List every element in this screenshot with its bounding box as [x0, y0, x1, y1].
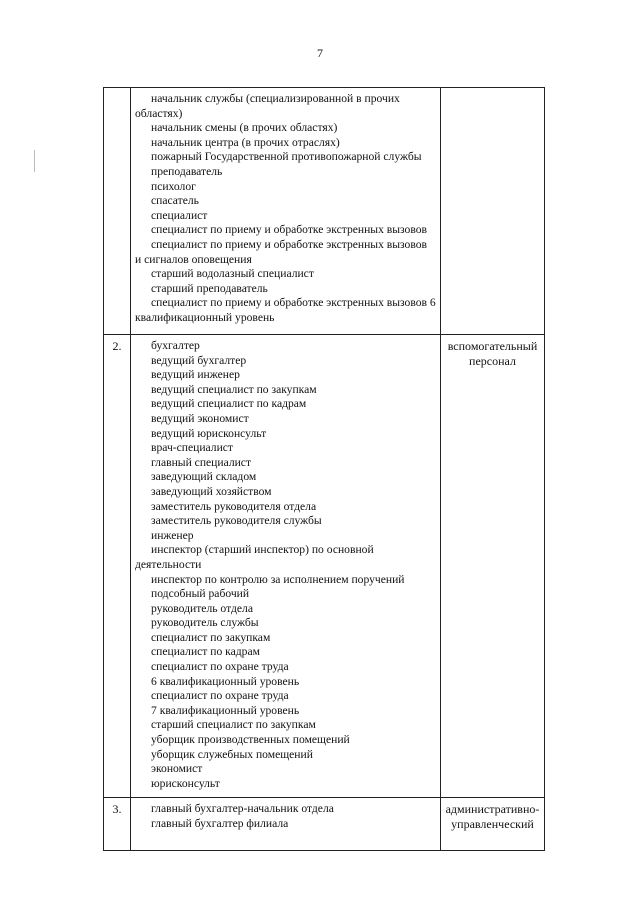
position-item: инженер — [151, 528, 194, 542]
position-item: бухгалтер — [151, 339, 200, 352]
category-cell: административно-управленческий — [441, 798, 545, 851]
row-number — [104, 88, 131, 335]
position-item: специалист по приему и обработке экстренных вызовов и сигналов оповещения — [135, 237, 428, 266]
positions-list — [131, 798, 440, 833]
position-item: специалист по охране труда — [151, 689, 289, 703]
position-item: специалист по кадрам — [151, 645, 260, 659]
margin-mark — [34, 150, 35, 172]
category-cell — [441, 88, 545, 335]
position-item: преподаватель — [151, 164, 223, 178]
position-item: врач-специалист — [151, 441, 233, 455]
position-item: старший преподаватель — [151, 281, 268, 295]
position-item: специалист по охране труда — [151, 660, 289, 674]
position-item: ведущий экономист — [151, 411, 249, 425]
position-item: начальник смены (в прочих областях) — [151, 121, 338, 135]
position-item: спасатель — [151, 194, 199, 208]
position-item: ведущий бухгалтер — [151, 353, 247, 367]
position-item: специалист по закупкам — [151, 630, 271, 644]
position-item: заведующий складом — [151, 470, 257, 484]
position-item: юрисконсульт — [151, 776, 220, 790]
page-number: 7 — [317, 46, 323, 60]
position-item: пожарный Государственной противопожарной службы — [151, 150, 422, 164]
position-item: ведущий инженер — [151, 368, 240, 382]
table-row — [104, 335, 545, 798]
position-item: руководитель отдела — [151, 601, 253, 615]
position-item: инспектор по контролю за исполнением поручений — [151, 572, 405, 586]
table-row — [104, 798, 545, 851]
position-item: 6 квалификационный уровень — [151, 674, 300, 688]
position-item: старший водолазный специалист — [151, 267, 314, 281]
table-row — [104, 88, 545, 335]
positions-list — [131, 88, 440, 328]
position-item: 7 квалификационный уровень — [151, 703, 300, 717]
positions-cell — [131, 798, 441, 851]
position-item: специалист по приему и обработке экстренных вызовов 6 квалификационный уровень — [135, 296, 436, 324]
position-item: ведущий юрисконсульт — [151, 426, 267, 440]
position-item: старший специалист по закупкам — [151, 718, 316, 732]
positions-table — [103, 87, 545, 851]
position-item: заместитель руководителя отдела — [151, 499, 317, 513]
row-number: 2. — [104, 335, 131, 798]
position-item: инспектор (старший инспектор) по основной деятельности — [135, 543, 374, 571]
position-item: руководитель службы — [151, 616, 259, 630]
position-item: главный специалист — [151, 455, 252, 469]
position-item: уборщик служебных помещений — [151, 747, 313, 761]
position-item: начальник центра (в прочих отраслях) — [151, 135, 340, 149]
position-item: заведующий хозяйством — [151, 484, 272, 498]
position-item: ведущий специалист по закупкам — [151, 382, 317, 396]
position-item: уборщик производственных помещений — [151, 733, 350, 747]
position-item: экономист — [151, 762, 203, 776]
position-item: подсобный рабочий — [151, 587, 250, 601]
positions-cell — [131, 335, 441, 798]
position-item: заместитель руководителя службы — [151, 514, 322, 528]
position-item: специалист по приему и обработке экстренных вызовов — [151, 223, 428, 237]
positions-cell — [131, 88, 441, 335]
position-item: главный бухгалтер-начальник отдела — [151, 802, 334, 815]
position-item: главный бухгалтер филиала — [151, 816, 289, 830]
position-item: начальник службы (специализированной в прочих областях) — [135, 92, 400, 120]
position-item: психолог — [151, 179, 196, 193]
position-item: ведущий специалист по кадрам — [151, 397, 307, 411]
row-number: 3. — [104, 798, 131, 851]
positions-list — [131, 335, 440, 793]
category-cell: вспомогательный персонал — [441, 335, 545, 798]
position-item: специалист — [151, 208, 208, 222]
